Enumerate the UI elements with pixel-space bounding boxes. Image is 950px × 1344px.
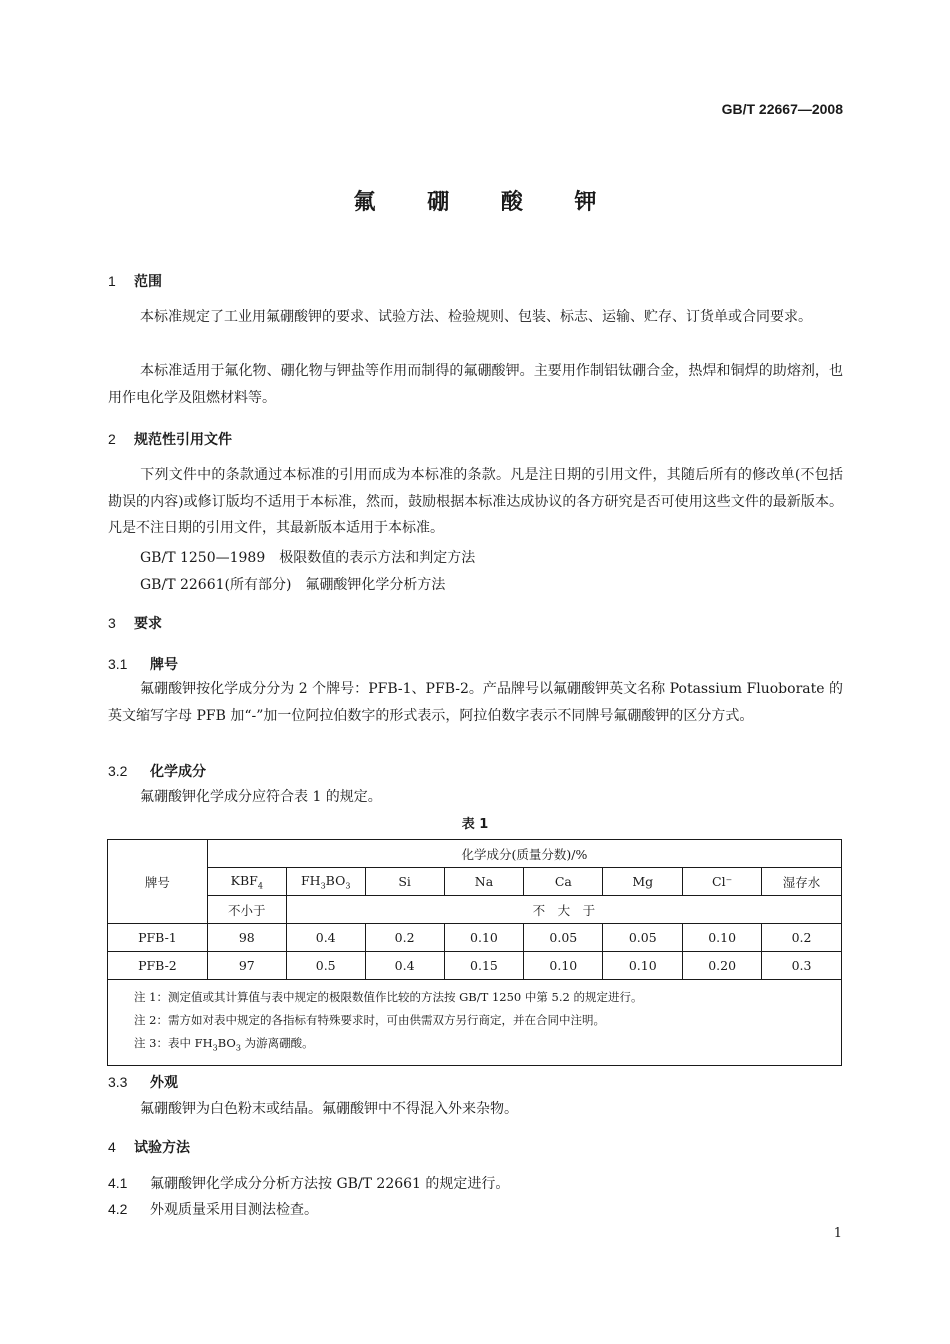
table-cell: 98 (207, 924, 286, 952)
section-1-heading (108, 271, 162, 291)
section-number: 2 (108, 431, 116, 447)
note-3: 注 3：表中 $FH_3BO_3$ 为游离硼酸。 (134, 1036, 314, 1053)
section-number: 3.3 (108, 1074, 128, 1090)
table-cell: 0.10 (683, 924, 762, 952)
section-title: 规范性引用文件 (134, 432, 232, 448)
table-cell: 0.05 (524, 924, 603, 952)
table-row (108, 952, 842, 980)
clause-number: 4.1 (108, 1175, 128, 1191)
section-3-1-heading (108, 654, 178, 674)
standard-code: GB/T 22667—2008 (721, 101, 843, 117)
max-label: 不 大 于 (286, 896, 841, 924)
table-cell: 0.2 (365, 924, 444, 952)
section-3-heading (108, 613, 162, 633)
table-notes (108, 980, 842, 1066)
col-fh3bo3: $FH_3BO_3$ (286, 868, 365, 896)
paragraph (108, 676, 843, 729)
section-number: 4 (108, 1139, 116, 1155)
grade-header: 牌号 (108, 840, 208, 924)
page-number: 1 (833, 1226, 842, 1241)
col-cl: Cl⁻ (683, 868, 762, 896)
clause-4-1 (108, 1173, 509, 1193)
table-caption: 表 1 (461, 817, 489, 832)
col-na: Na (444, 868, 524, 896)
clause-4-2 (108, 1199, 318, 1219)
section-title: 外观 (150, 1075, 178, 1091)
paragraph: 氟硼酸钾化学成分应符合表 1 的规定。 (140, 789, 382, 805)
col-ca: Ca (524, 868, 603, 896)
section-2-heading (108, 429, 232, 449)
paragraph (108, 462, 843, 542)
section-number: 3.2 (108, 763, 128, 779)
section-number: 3.1 (108, 656, 128, 672)
col-water: 湿存水 (762, 868, 842, 896)
section-3-2-heading (108, 761, 206, 781)
paragraph-text: 本标准规定了工业用氟硼酸钾的要求、试验方法、检验规则、包装、标志、运输、贮存、订货单或合同要求。 (140, 309, 812, 325)
note-2: 注 2：需方如对表中规定的各指标有特殊要求时，可由供需双方另行商定，并在合同中注明。 (134, 1013, 605, 1027)
min-label: 不小于 (207, 896, 286, 924)
table-cell: 0.10 (444, 924, 524, 952)
document-title: 氟 硼 酸 钾 (353, 190, 619, 215)
col-kbf4: $KBF_4$ (207, 868, 286, 896)
section-title: 范围 (134, 274, 162, 290)
reference-1: GB/T 1250—1989 极限数值的表示方法和判定方法 (140, 550, 476, 566)
paragraph-text: 下列文件中的条款通过本标准的引用而成为本标准的条款。凡是注日期的引用文件，其随后所有的修改单(不包括勘误的内容)或修订版均不适用于本标准，然而，鼓励根据本标准达成协议的各方研究是否可使用这些文件的最新版本。凡是不注日期的引用文件，其最新版本适用于本标准。 (108, 467, 843, 536)
section-title: 试验方法 (134, 1140, 190, 1156)
composition-table (107, 839, 842, 1066)
table-cell: PFB-1 (108, 924, 208, 952)
table-cell: 0.3 (762, 952, 842, 980)
table-cell: 0.05 (603, 924, 683, 952)
note-1: 注 1：测定值或其计算值与表中规定的极限数值作比较的方法按 GB/T 1250 中第 5.2 的规定进行。 (134, 990, 643, 1004)
col-si: Si (365, 868, 444, 896)
section-title: 牌号 (150, 657, 178, 673)
table-cell: PFB-2 (108, 952, 208, 980)
composition-header: 化学成分(质量分数)/% (207, 840, 841, 868)
col-mg: Mg (603, 868, 683, 896)
table-cell: 0.2 (762, 924, 842, 952)
paragraph (108, 358, 843, 411)
section-3-3-heading (108, 1072, 178, 1092)
clause-text: 氟硼酸钾化学成分分析方法按 GB/T 22661 的规定进行。 (150, 1176, 510, 1192)
table-cell: 97 (207, 952, 286, 980)
table-cell: 0.10 (603, 952, 683, 980)
paragraph-text: 本标准适用于氟化物、硼化物与钾盐等作用而制得的氟硼酸钾。主要用作制铝钛硼合金，热焊和铜焊的助熔剂，也用作电化学及阻燃材料等。 (108, 363, 843, 406)
section-title: 化学成分 (150, 764, 206, 780)
section-title: 要求 (134, 616, 162, 632)
table-cell: 0.15 (444, 952, 524, 980)
clause-text: 外观质量采用目测法检查。 (150, 1202, 318, 1218)
section-number: 3 (108, 615, 116, 631)
table-cell: 0.10 (524, 952, 603, 980)
clause-number: 4.2 (108, 1201, 128, 1217)
table-row (108, 924, 842, 952)
table-cell: 0.4 (286, 924, 365, 952)
paragraph (108, 304, 843, 331)
table-cell: 0.20 (683, 952, 762, 980)
table-cell: 0.5 (286, 952, 365, 980)
section-number: 1 (108, 273, 116, 289)
reference-2: GB/T 22661(所有部分) 氟硼酸钾化学分析方法 (140, 577, 446, 593)
table-cell: 0.4 (365, 952, 444, 980)
section-4-heading (108, 1137, 190, 1157)
paragraph: 氟硼酸钾为白色粉末或结晶。氟硼酸钾中不得混入外来杂物。 (140, 1101, 518, 1117)
paragraph-text: 氟硼酸钾按化学成分分为 2 个牌号：PFB-1、PFB-2。产品牌号以氟硼酸钾英文名称 Potassium Fluoborate 的英文缩写字母 PFB 加“-”加一位阿拉伯数字的形式表示，阿拉伯数字表示不同牌号氟硼酸钾的区分方式。 (108, 681, 843, 724)
